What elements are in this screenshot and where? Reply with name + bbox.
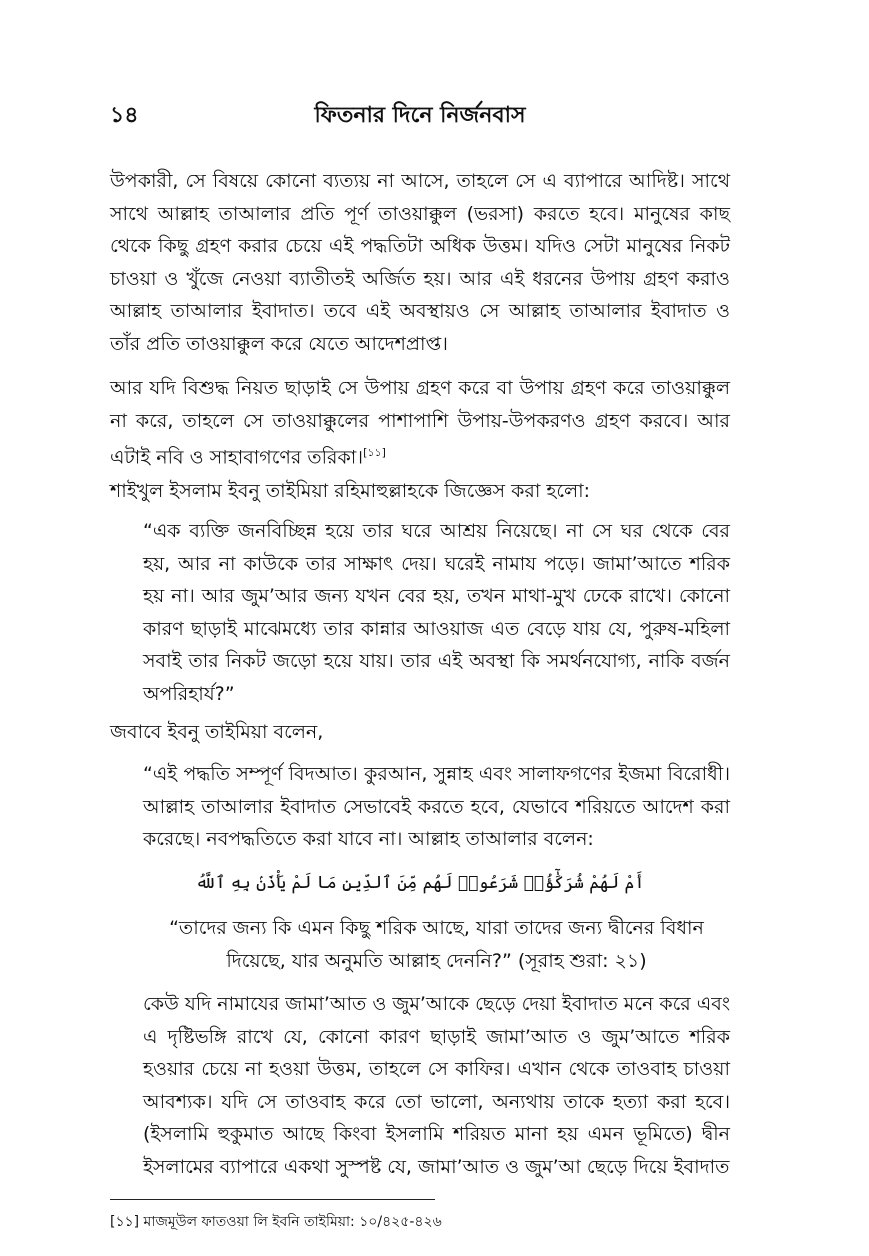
page-header	[110, 98, 730, 132]
arabic-verse: أَمْ لَهُمْ شُرَكَٰٓؤُا۟ شَرَعُوا۟ لَهُم مِّنَ ٱلدِّينِ مَا لَمْ يَأْذَنۢ بِهِ ٱللَّهُ	[195, 873, 645, 893]
paragraph-4: জবাবে ইবনু তাইমিয়া বলেন,	[110, 721, 324, 743]
paragraph-2-text: আর যদি বিশুদ্ধ নিয়ত ছাড়াই সে উপায় গ্রহণ করে বা উপায় গ্রহণ করে তাওয়াক্কুল না করে, তাহলে সে তাওয়াক্কুলের পাশাপাশি উপায়-উপকরণও গ্রহণ করবে। আর এটাই নবি ও সাহাবাগণের তরিকা।	[110, 377, 730, 469]
paragraph-1: উপকারী, সে বিষয়ে কোনো ব্যত্যয় না আসে, তাহলে সে এ ব্যাপারে আদিষ্ট। সাথে সাথে আল্লাহ তাআলার প্রতি পূর্ণ তাওয়াক্কুল (ভরসা) করতে হবে। মানুষের কাছ থেকে কিছু গ্রহণ করার চেয়ে এই পদ্ধতিটা অধিক উত্তম। যদিও সেটা মানুষের নিকট চাওয়া ও খুঁজে নেওয়া ব্যাতীতই অর্জিত হয়। আর এই ধরনের উপায় গ্রহণ করাও আল্লাহ তাআলার ইবাদাত। তবে এই অবস্থায়ও সে আল্লাহ তাআলার ইবাদাত ও তাঁর প্রতি তাওয়াক্কুল করে যেতে আদেশপ্রাপ্ত।	[110, 170, 730, 355]
footnote: [১১] মাজমূউল ফাতওয়া লি ইবনি তাইমিয়া: ১০/৪২৫-৪২৬	[110, 1214, 442, 1230]
answer-quote: “এই পদ্ধতি সম্পূর্ণ বিদআত। কুরআন, সুন্নাহ এবং সালাফগণের ইজমা বিরোধী। আল্লাহ তাআলার ইবাদাত সেভাবেই করতে হবে, যেভাবে শরিয়তে আদেশ করা করেছে। নবপদ্ধতিতে করা যাবে না। আল্লাহ তাআলার বলেন:	[143, 763, 730, 850]
footnote-reference[interactable]: [১১]	[363, 446, 386, 459]
paragraph-3: শাইখুল ইসলাম ইবনু তাইমিয়া রহিমাহুল্লাহকে জিজ্ঞেস করা হলো:	[110, 480, 591, 502]
running-title: ফিতনার দিনে নির্জনবাস	[314, 103, 526, 128]
verse-translation	[143, 912, 730, 977]
page-number: ১৪	[110, 103, 139, 128]
paragraph-2	[110, 372, 730, 474]
translation-line-2: দিয়েছে, যার অনুমতি আল্লাহ দেননি?” (সূরাহ শুরা: ২১)	[226, 949, 647, 972]
answer-continuation: কেউ যদি নামাযের জামা’আত ও জুম’আকে ছেড়ে দেয়া ইবাদাত মনে করে এবং এ দৃষ্টিভঙ্গি রাখে যে, কোনো কারণ ছাড়াই জামা’আত ও জুম’আতে শরিক হওয়ার চেয়ে না হওয়া উত্তম, তাহলে সে কাফির। এখান থেকে তাওবাহ চাওয়া আবশ্যক। যদি সে তাওবাহ করে তো ভালো, অন্যথায় তাকে হত্যা করা হবে। (ইসলামি হুকুমাত আছে কিংবা ইসলামি শরিয়ত মানা হয় এমন ভূমিতে) দ্বীন ইসলামের ব্যাপারে একথা সুস্পষ্ট যে, জামা’আত ও জুম’আ ছেড়ে দিয়ে ইবাদাত	[143, 993, 730, 1178]
footnote-divider	[110, 1199, 435, 1200]
translation-line-1: “তাদের জন্য কি এমন কিছু শরিক আছে, যারা তাদের জন্য দ্বীনের বিধান	[169, 917, 704, 939]
question-quote: “এক ব্যক্তি জনবিচ্ছিন্ন হয়ে তার ঘরে আশ্রয় নিয়েছে। না সে ঘর থেকে বের হয়, আর না কাউকে তার সাক্ষাৎ দেয়। ঘরেই নামায পড়ে। জামা’আতে শরিক হয় না। আর জুম’আর জন্য যখন বের হয়, তখন মাথা-মুখ ঢেকে রাখে। কোনো কারণ ছাড়াই মাঝেমধ্যে তার কান্নার আওয়াজ এত বেড়ে যায় যে, পুরুষ-মহিলা সবাই তার নিকট জড়ো হয়ে যায়। তার এই অবস্থা কি সমর্থনযোগ্য, নাকি বর্জন অপরিহার্য?”	[143, 520, 730, 705]
